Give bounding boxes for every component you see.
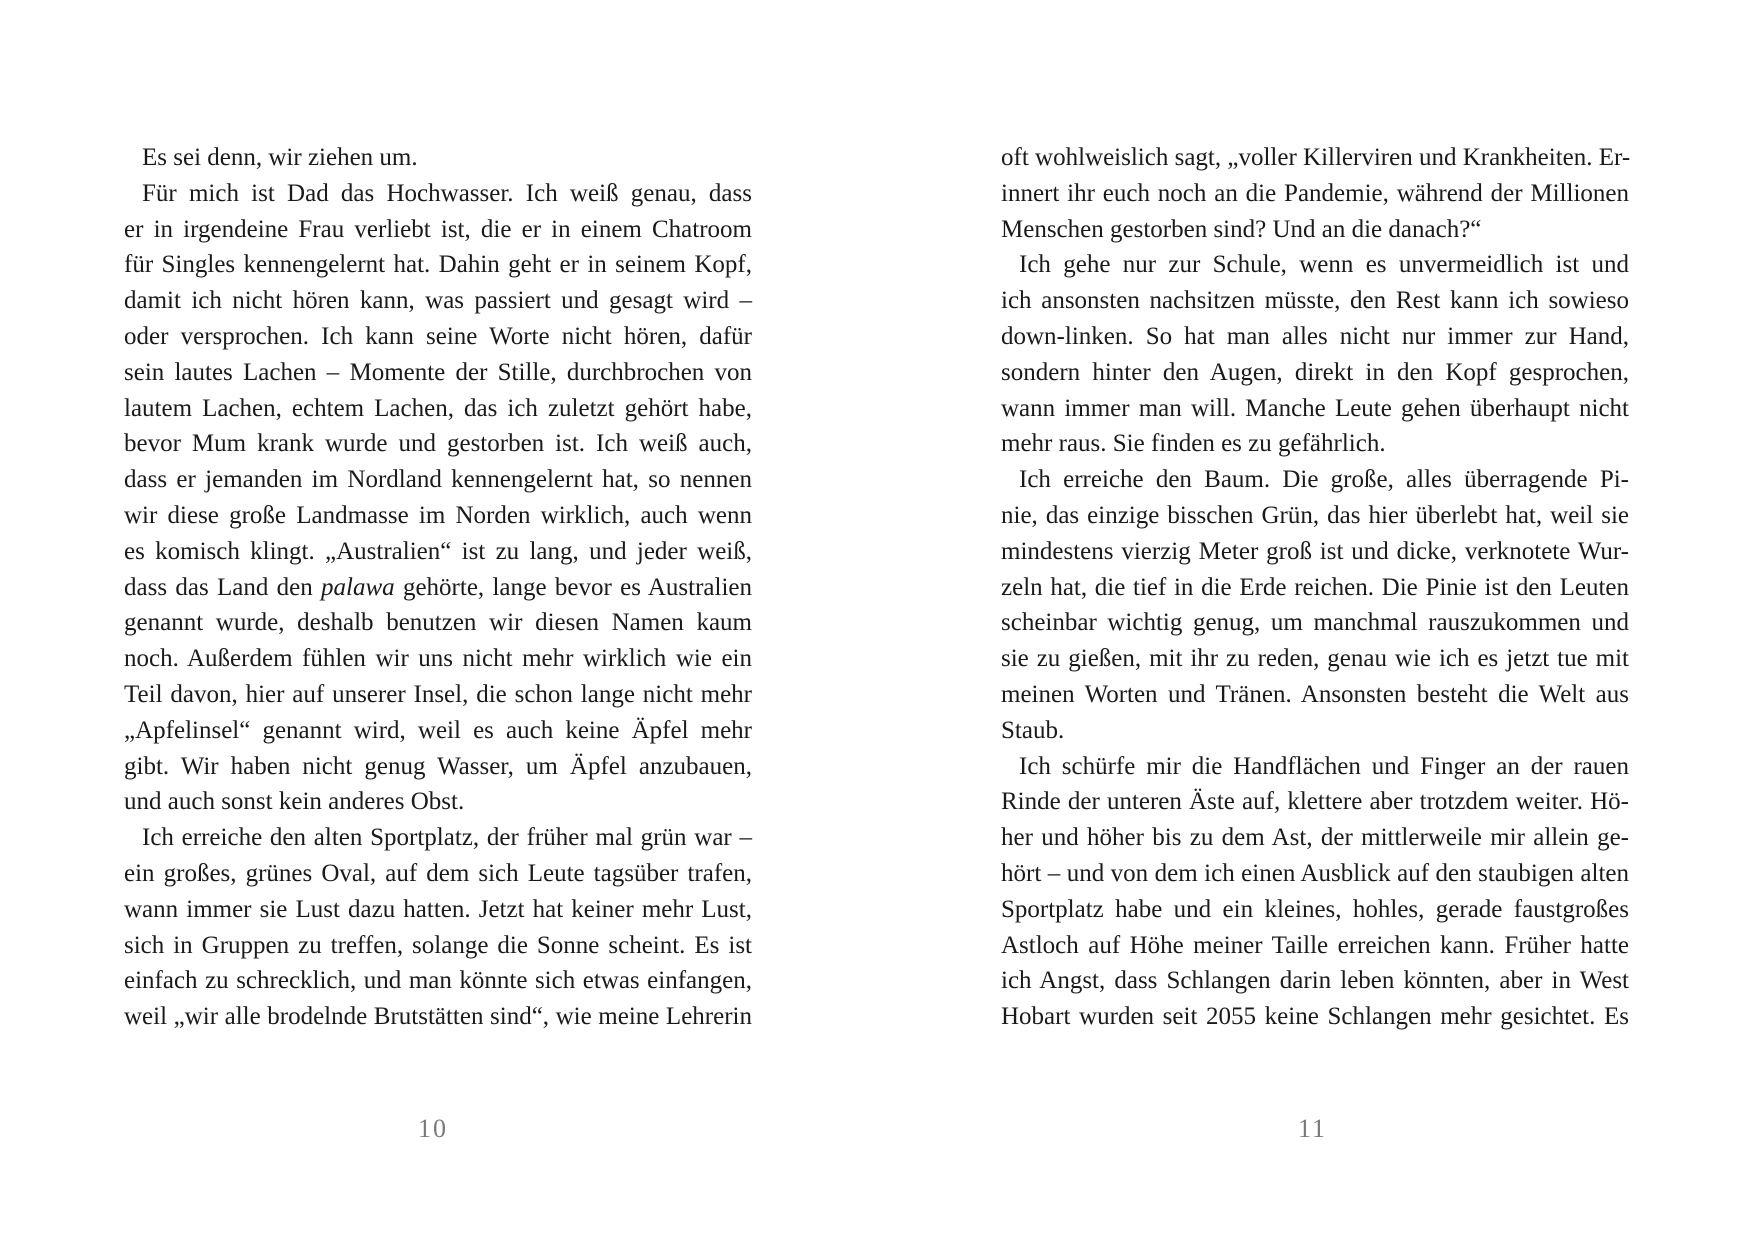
text-line: Hobart wurden seit 2055 keine Schlangen mehr gesichtet. Es (1001, 1003, 1629, 1031)
text-line: meinen Worten und Tränen. Ansonsten besteht die Welt aus (1001, 680, 1629, 708)
text-line: mindestens vierzig Meter groß ist und dicke, verknotete Wur- (1001, 537, 1629, 565)
text-line: Ich erreiche den Baum. Die große, alles überragende Pi- (1019, 466, 1629, 494)
page-number-left: 10 (418, 1114, 448, 1143)
right-page-body (1001, 140, 1629, 1035)
text-line: nie, das einzige bisschen Grün, das hier überlebt hat, weil sie (1001, 501, 1629, 529)
text-line: Es sei denn, wir ziehen um. (142, 144, 418, 171)
text-line: „Apfelinsel“ genannt wird, weil es auch keine Äpfel mehr (124, 716, 752, 744)
text-segment: gehörte, lange bevor es Australien (394, 573, 752, 601)
text-line: Astloch auf Höhe meiner Taille erreichen kann. Früher hatte (1001, 931, 1629, 959)
page-number-right: 11 (1298, 1114, 1328, 1143)
text-line: oft wohlweislich sagt, „voller Killerviren und Krankheiten. Er- (1001, 144, 1631, 171)
text-line: damit ich nicht hören kann, was passiert und gesagt wird – (124, 287, 752, 315)
text-line: noch. Außerdem fühlen wir uns nicht mehr wirklich wie ein (124, 645, 752, 673)
text-segment: dass das Land den (124, 573, 322, 601)
text-line: wann immer man will. Manche Leute gehen überhaupt nicht (1001, 394, 1629, 422)
text-line: mehr raus. Sie finden es zu gefährlich. (1001, 430, 1386, 458)
text-line: einfach zu schrecklich, und man könnte sich etwas einfangen, (124, 967, 752, 995)
text-line: zeln hat, die tief in die Erde reichen. Die Pinie ist den Leuten (1001, 573, 1629, 601)
text-line: Ich gehe nur zur Schule, wenn es unvermeidlich ist und (1019, 251, 1629, 279)
text-line: bevor Mum krank wurde und gestorben ist. Ich weiß auch, (124, 430, 752, 458)
text-line: lautem Lachen, echtem Lachen, das ich zuletzt gehört habe, (124, 394, 752, 422)
text-line: sein lautes Lachen – Momente der Stille, durchbrochen von (124, 358, 752, 386)
text-line: Rinde der unteren Äste auf, klettere aber trotzdem weiter. Hö- (1001, 788, 1629, 816)
text-line: down-linken. So hat man alles nicht nur immer zur Hand, (1001, 322, 1629, 350)
text-line: Für mich ist Dad das Hochwasser. Ich weiß genau, dass (142, 179, 752, 207)
text-line: Sportplatz habe und ein kleines, hohles, gerade faustgroßes (1001, 895, 1629, 923)
text-line: weil „wir alle brodelnde Brutstätten sind“, wie meine Lehrerin (124, 1003, 752, 1031)
text-line: Menschen gestorben sind? Und an die danach?“ (1001, 215, 1482, 243)
text-line: Ich erreiche den alten Sportplatz, der früher mal grün war – (142, 824, 752, 852)
text-line: oder versprochen. Ich kann seine Worte nicht hören, dafür (124, 322, 752, 350)
text-line: gibt. Wir haben nicht genug Wasser, um Äpfel anzubauen, (124, 752, 752, 780)
text-line: genannt wurde, deshalb benutzen wir diesen Namen kaum (124, 609, 752, 637)
text-line: Teil davon, hier auf unserer Insel, die schon lange nicht mehr (124, 680, 752, 708)
text-line: dass er jemanden im Nordland kennengelernt hat, so nennen (124, 466, 752, 494)
text-line: er in irgendeine Frau verliebt ist, die er in einem Chatroom (124, 215, 752, 243)
text-line: hört – und von dem ich einen Ausblick auf den staubigen alten (1001, 859, 1629, 887)
text-line: ein großes, grünes Oval, auf dem sich Leute tagsüber trafen, (124, 859, 752, 887)
text-line: wann immer sie Lust dazu hatten. Jetzt hat keiner mehr Lust, (124, 895, 752, 923)
text-line: Ich schürfe mir die Handflächen und Finger an der rauen (1019, 752, 1629, 780)
text-line: sie zu gießen, mit ihr zu reden, genau wie ich es jetzt tue mit (1001, 645, 1629, 673)
left-page-body (124, 140, 752, 1035)
text-line: und auch sonst kein anderes Obst. (124, 788, 465, 816)
text-line: ich ansonsten nachsitzen müsste, den Rest kann ich sowieso (1001, 287, 1629, 315)
text-line: wir diese große Landmasse im Norden wirklich, auch wenn (124, 501, 752, 529)
text-line: für Singles kennengelernt hat. Dahin geht er in seinem Kopf, (124, 251, 752, 279)
text-line: sondern hinter den Augen, direkt in den Kopf gesprochen, (1001, 358, 1629, 386)
text-line: Staub. (1001, 716, 1065, 744)
text-line (124, 570, 752, 606)
italic-word: palawa (321, 573, 395, 601)
text-line: innert ihr euch noch an die Pandemie, während der Millionen (1001, 179, 1629, 207)
text-line: sich in Gruppen zu treffen, solange die Sonne scheint. Es ist (124, 931, 752, 959)
text-line: scheinbar wichtig genug, um manchmal rauszukommen und (1001, 609, 1629, 637)
right-page (874, 0, 1748, 1240)
text-line: her und höher bis zu dem Ast, der mittlerweile mir allein ge- (1001, 824, 1629, 852)
text-line: ich Angst, dass Schlangen darin leben könnten, aber in West (1001, 967, 1629, 995)
text-line: es komisch klingt. „Australien“ ist zu lang, und jeder weiß, (124, 537, 752, 565)
